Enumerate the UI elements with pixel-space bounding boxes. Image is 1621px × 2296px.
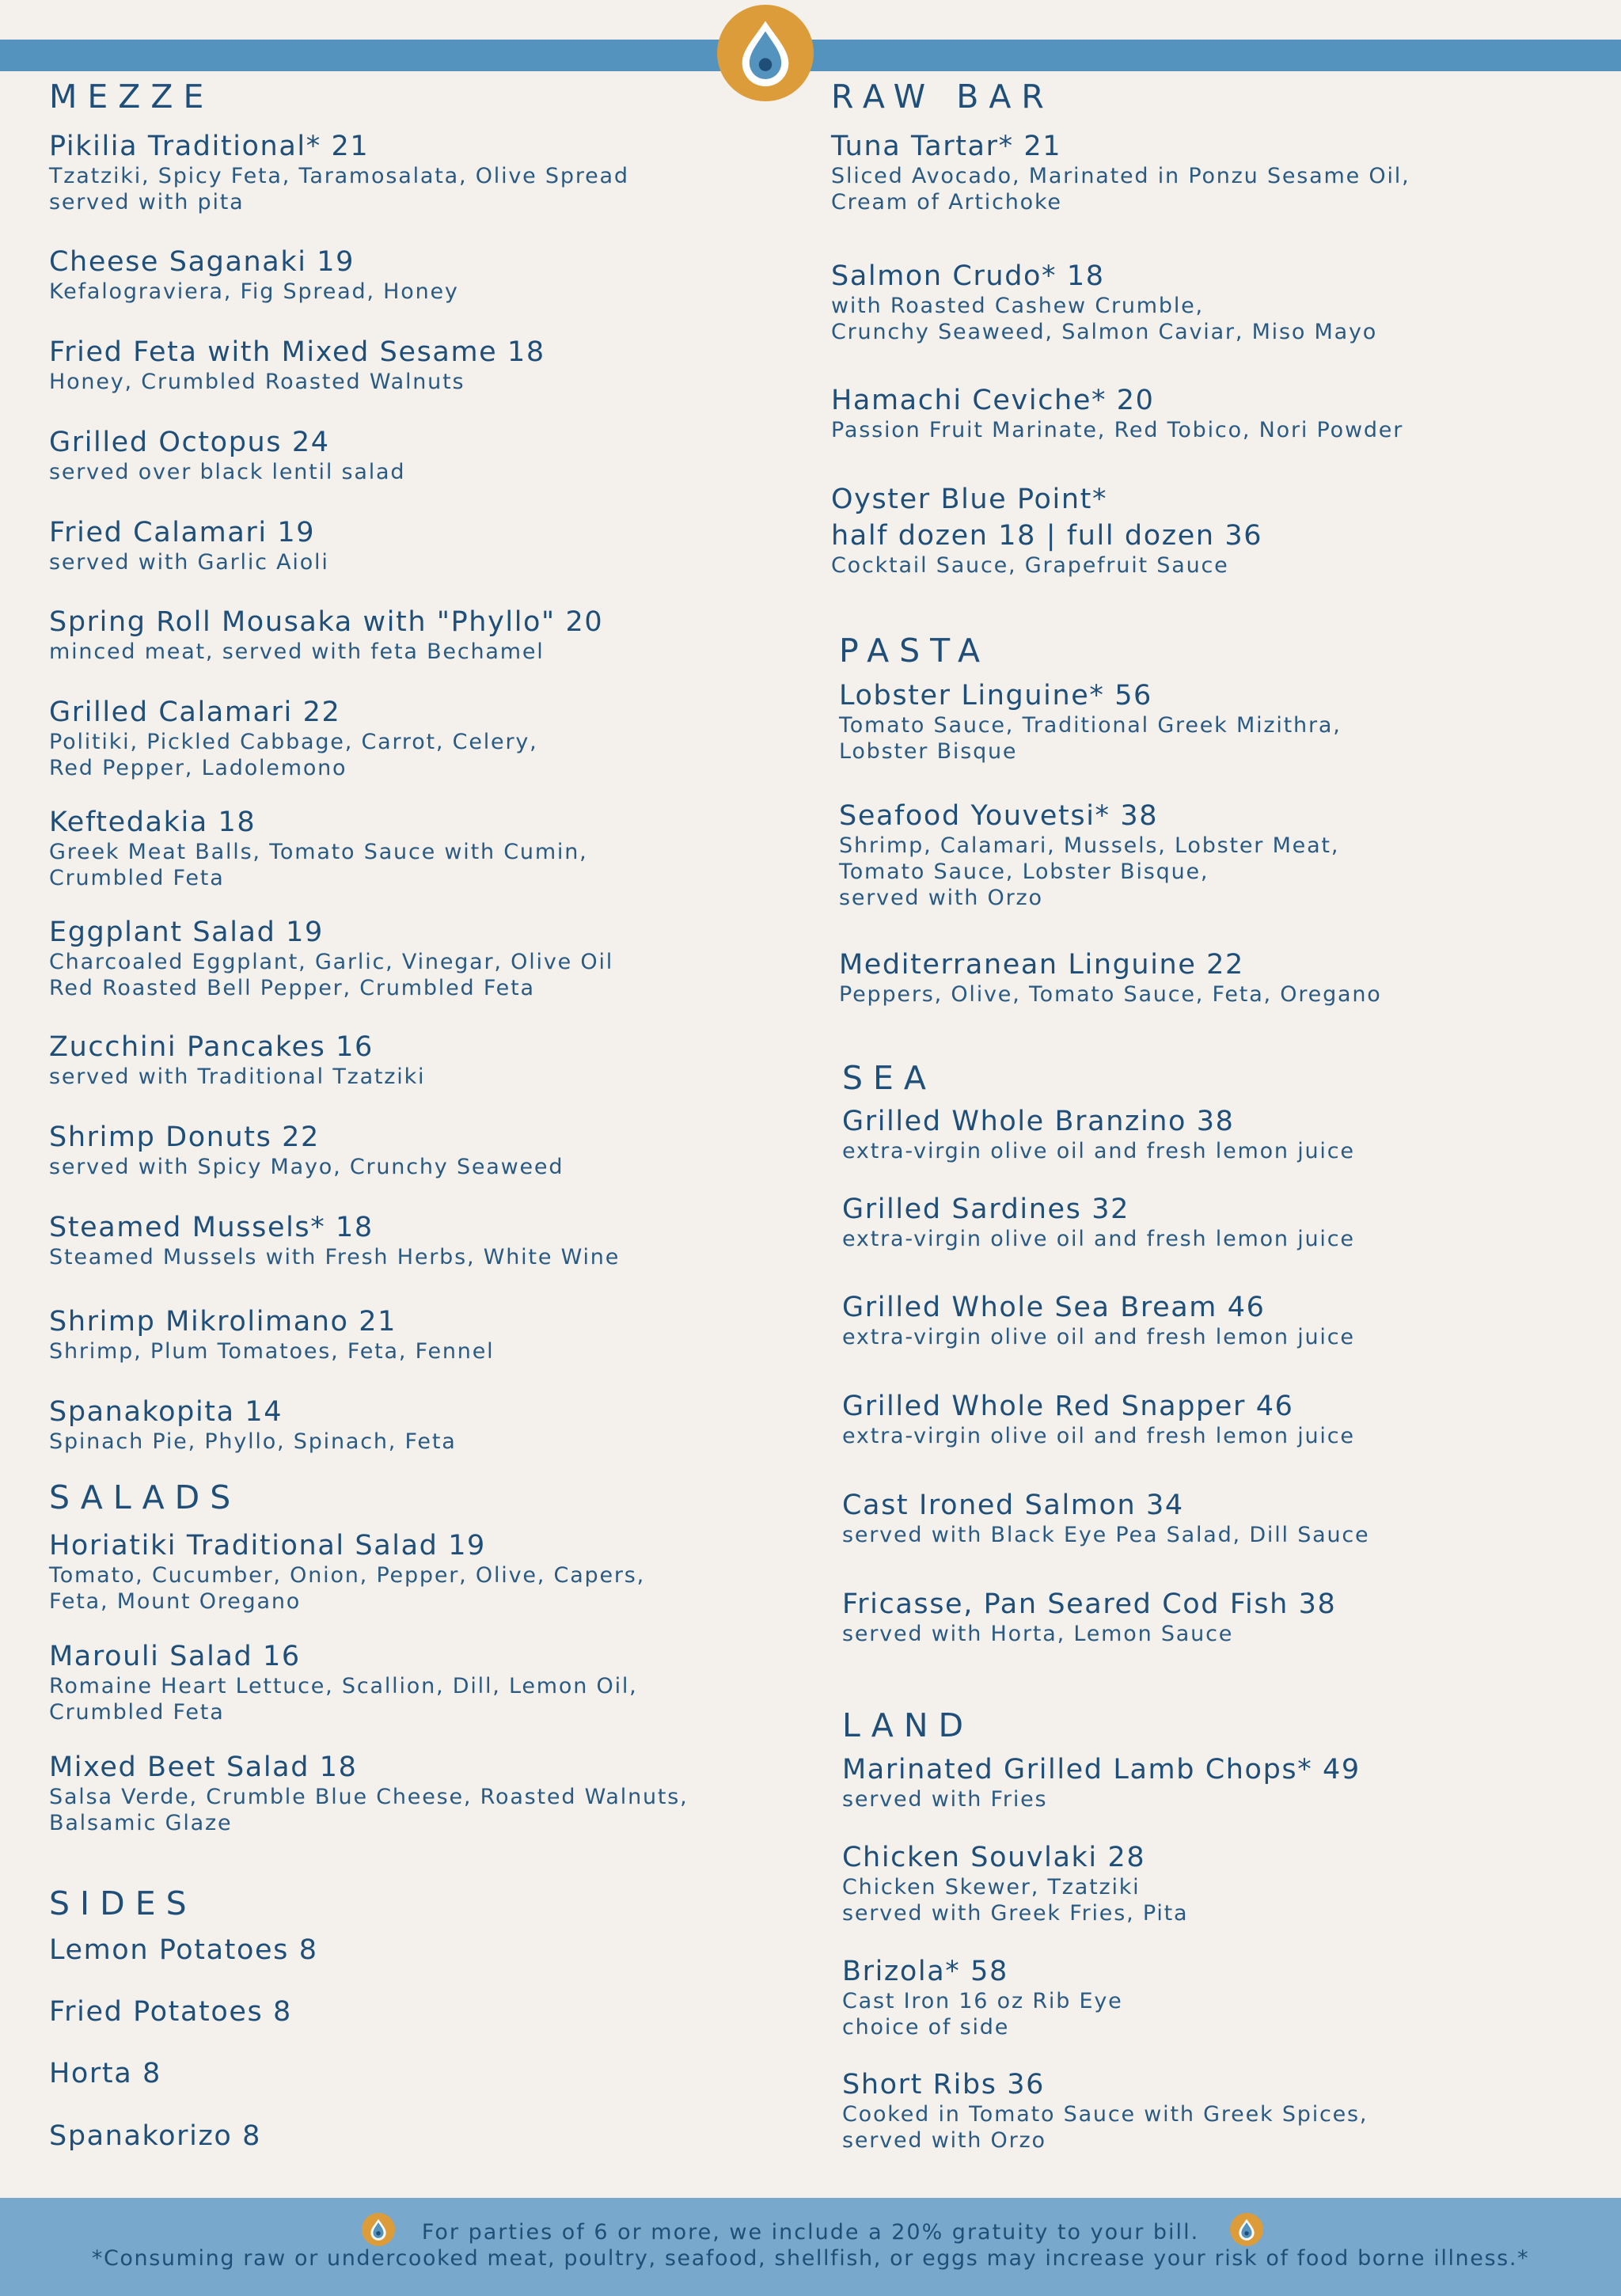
item-desc: choice of side (842, 2015, 1010, 2040)
item-name: Horiatiki Traditional Salad 19 (49, 1530, 486, 1562)
section-title-sea: SEA (842, 1059, 936, 1097)
item-name: Chicken Souvlaki 28 (842, 1842, 1146, 1873)
section-title-pasta: PASTA (839, 632, 991, 670)
item-name: Spanakopita 14 (49, 1396, 283, 1428)
menu-item (49, 1529, 645, 1615)
item-desc: Charcoaled Eggplant, Garlic, Vinegar, Olive Oil (49, 950, 614, 974)
menu-item (49, 1934, 318, 1967)
item-desc: Shrimp, Plum Tomatoes, Feta, Fennel (49, 1339, 495, 1364)
item-desc: Crunchy Seaweed, Salmon Caviar, Miso Mayo (831, 320, 1378, 344)
item-name: Horta 8 (49, 2058, 161, 2089)
menu-item (49, 130, 629, 215)
item-desc: Peppers, Olive, Tomato Sauce, Feta, Oregano (839, 982, 1382, 1007)
section-title-salads: SALADS (49, 1478, 241, 1516)
menu-item (842, 1955, 1123, 2040)
item-desc: Cocktail Sauce, Grapefruit Sauce (831, 553, 1229, 578)
item-desc: Balsamic Glaze (49, 1811, 233, 1835)
item-name: Salmon Crudo* 18 (831, 260, 1105, 292)
item-name: Lemon Potatoes 8 (49, 1934, 318, 1966)
item-desc: served with Orzo (839, 886, 1043, 910)
item-desc: Politiki, Pickled Cabbage, Carrot, Celery, (49, 730, 538, 754)
item-name: Fricasse, Pan Seared Cod Fish 38 (842, 1588, 1337, 1620)
item-desc: Tzatziki, Spicy Feta, Taramosalata, Olive Spread (49, 164, 629, 188)
menu-item (49, 806, 588, 891)
item-name: Zucchini Pancakes 16 (49, 1031, 374, 1063)
item-name: Hamachi Ceviche* 20 (831, 385, 1155, 416)
menu-item (49, 426, 405, 485)
item-desc: served with Garlic Aioli (49, 550, 329, 575)
menu-item (842, 1753, 1361, 1812)
menu-item (839, 679, 1342, 765)
menu-item (49, 516, 329, 575)
item-name: Keftedakia 18 (49, 806, 256, 838)
item-desc: Greek Meat Balls, Tomato Sauce with Cumin, (49, 840, 588, 864)
item-name: Spanakorizo 8 (49, 2120, 262, 2152)
item-desc: Red Roasted Bell Pepper, Crumbled Feta (49, 976, 535, 1000)
item-desc: served with pita (49, 190, 245, 214)
item-desc: Tomato Sauce, Lobster Bisque, (839, 860, 1209, 884)
item-name: Oyster Blue Point* (831, 484, 1108, 515)
menu-item (49, 1995, 292, 2028)
header-emblem (717, 5, 814, 101)
item-name: Eggplant Salad 19 (49, 917, 324, 948)
item-desc: served with Greek Fries, Pita (842, 1901, 1189, 1926)
item-name: Fried Calamari 19 (49, 517, 316, 548)
item-desc: Kefalograviera, Fig Spread, Honey (49, 279, 459, 304)
item-desc: Romaine Heart Lettuce, Scallion, Dill, Lemon Oil, (49, 1674, 638, 1698)
menu-item (49, 1030, 425, 1090)
item-desc: Lobster Bisque (839, 739, 1018, 764)
item-name: Marouli Salad 16 (49, 1641, 301, 1672)
item-name: Spring Roll Mousaka with "Phyllo" 20 (49, 606, 604, 638)
item-desc: Cooked in Tomato Sauce with Greek Spices, (842, 2102, 1369, 2127)
item-name: Short Ribs 36 (842, 2069, 1046, 2101)
item-name: Lobster Linguine* 56 (839, 680, 1152, 712)
menu-item (831, 130, 1410, 215)
item-desc: extra-virgin olive oil and fresh lemon juice (842, 1139, 1355, 1163)
item-name: Steamed Mussels* 18 (49, 1212, 374, 1243)
item-name: Grilled Sardines 32 (842, 1194, 1129, 1225)
item-name: Cheese Saganaki 19 (49, 246, 355, 278)
item-desc: Feta, Mount Oregano (49, 1589, 302, 1614)
menu-item (49, 1211, 620, 1270)
item-name: Grilled Octopus 24 (49, 427, 330, 458)
item-desc: Crumbled Feta (49, 866, 225, 890)
item-name: Grilled Whole Sea Bream 46 (842, 1292, 1266, 1323)
item-desc: Salsa Verde, Crumble Blue Cheese, Roasted Walnuts, (49, 1785, 689, 1809)
item-desc: Honey, Crumbled Roasted Walnuts (49, 370, 465, 394)
item-desc: Tomato, Cucumber, Onion, Pepper, Olive, Capers, (49, 1563, 646, 1588)
menu-item (49, 2057, 161, 2090)
footer-band (0, 2198, 1621, 2296)
item-desc: extra-virgin olive oil and fresh lemon juice (842, 1325, 1355, 1349)
menu-item (831, 260, 1377, 345)
item-desc: Crumbled Feta (49, 1700, 225, 1725)
item-desc: Cast Iron 16 oz Rib Eye (842, 1989, 1123, 2013)
item-name: Fried Potatoes 8 (49, 1996, 292, 2028)
section-title-sides: SIDES (49, 1884, 197, 1922)
menu-item (49, 1121, 564, 1180)
menu-item (831, 384, 1403, 443)
menu-item (49, 2120, 261, 2153)
item-name: Mixed Beet Salad 18 (49, 1751, 358, 1783)
item-name: Pikilia Traditional* 21 (49, 131, 370, 162)
section-title-raw-bar: RAW BAR (831, 78, 1054, 116)
menu-item (49, 1640, 638, 1725)
item-desc: Tomato Sauce, Traditional Greek Mizithra, (839, 713, 1342, 738)
menu-item (49, 245, 459, 305)
section-title-mezze: MEZZE (49, 78, 214, 116)
menu-item (49, 336, 545, 395)
item-name: Tuna Tartar* 21 (831, 131, 1062, 162)
menu-item (842, 1193, 1355, 1252)
item-name: Grilled Whole Red Snapper 46 (842, 1391, 1294, 1422)
menu-item (842, 1390, 1355, 1449)
menu-item (842, 1291, 1355, 1350)
item-desc: served with Fries (842, 1787, 1048, 1812)
menu-item (49, 916, 613, 1001)
item-desc: Spinach Pie, Phyllo, Spinach, Feta (49, 1429, 457, 1454)
item-desc: Chicken Skewer, Tzatziki (842, 1875, 1141, 1899)
menu-item (839, 799, 1339, 911)
gratuity-note: For parties of 6 or more, we include a 20% gratuity to your bill. (421, 2220, 1200, 2245)
item-name: Shrimp Donuts 22 (49, 1121, 320, 1153)
menu-item (842, 1105, 1355, 1164)
section-title-land: LAND (842, 1706, 974, 1744)
item-desc: extra-virgin olive oil and fresh lemon juice (842, 1227, 1355, 1251)
menu-item (831, 483, 1262, 579)
eye-drop-icon (735, 18, 795, 88)
menu-item (842, 1489, 1369, 1548)
item-name: Marinated Grilled Lamb Chops* 49 (842, 1754, 1361, 1786)
menu-item (49, 696, 538, 781)
item-desc: with Roasted Cashew Crumble, (831, 294, 1204, 318)
item-desc: extra-virgin olive oil and fresh lemon juice (842, 1424, 1355, 1448)
item-desc: Shrimp, Calamari, Mussels, Lobster Meat, (839, 833, 1340, 858)
item-desc: served with Orzo (842, 2128, 1046, 2153)
item-name: Mediterranean Linguine 22 (839, 949, 1244, 981)
item-desc: served with Traditional Tzatziki (49, 1065, 426, 1089)
item-name: Fried Feta with Mixed Sesame 18 (49, 336, 545, 368)
item-desc: Sliced Avocado, Marinated in Ponzu Sesame Oil, (831, 164, 1410, 188)
item-name: Grilled Whole Branzino 38 (842, 1106, 1235, 1137)
menu-item (49, 605, 603, 665)
item-name: Seafood Youvetsi* 38 (839, 800, 1159, 832)
item-desc: served with Horta, Lemon Sauce (842, 1622, 1234, 1646)
item-desc: Cream of Artichoke (831, 190, 1062, 214)
menu-item (842, 1841, 1188, 1926)
item-name: Shrimp Mikrolimano 21 (49, 1306, 397, 1338)
item-desc: Passion Fruit Marinate, Red Tobico, Nori Powder (831, 418, 1404, 442)
menu-item (49, 1751, 689, 1836)
menu-item (49, 1395, 457, 1455)
item-name: Cast Ironed Salmon 34 (842, 1490, 1184, 1521)
item-desc: served over black lentil salad (49, 460, 406, 484)
item-desc: Red Pepper, Ladolemono (49, 756, 347, 780)
item-name: Brizola* 58 (842, 1956, 1008, 1987)
item-name: Grilled Calamari 22 (49, 696, 341, 728)
item-desc: served with Spicy Mayo, Crunchy Seaweed (49, 1155, 564, 1179)
item-desc: served with Black Eye Pea Salad, Dill Sauce (842, 1523, 1370, 1547)
item-subname: half dozen 18 | full dozen 36 (831, 520, 1263, 552)
item-desc: Steamed Mussels with Fresh Herbs, White Wine (49, 1245, 621, 1269)
item-desc: minced meat, served with feta Bechamel (49, 639, 545, 664)
menu-item (49, 1305, 494, 1364)
menu-item (842, 1588, 1336, 1647)
menu-item (842, 2068, 1368, 2154)
menu-item (839, 948, 1382, 1008)
food-safety-warning: *Consuming raw or undercooked meat, poultry, seafood, shellfish, or eggs may increase your risk of food borne illness.* (91, 2246, 1530, 2271)
